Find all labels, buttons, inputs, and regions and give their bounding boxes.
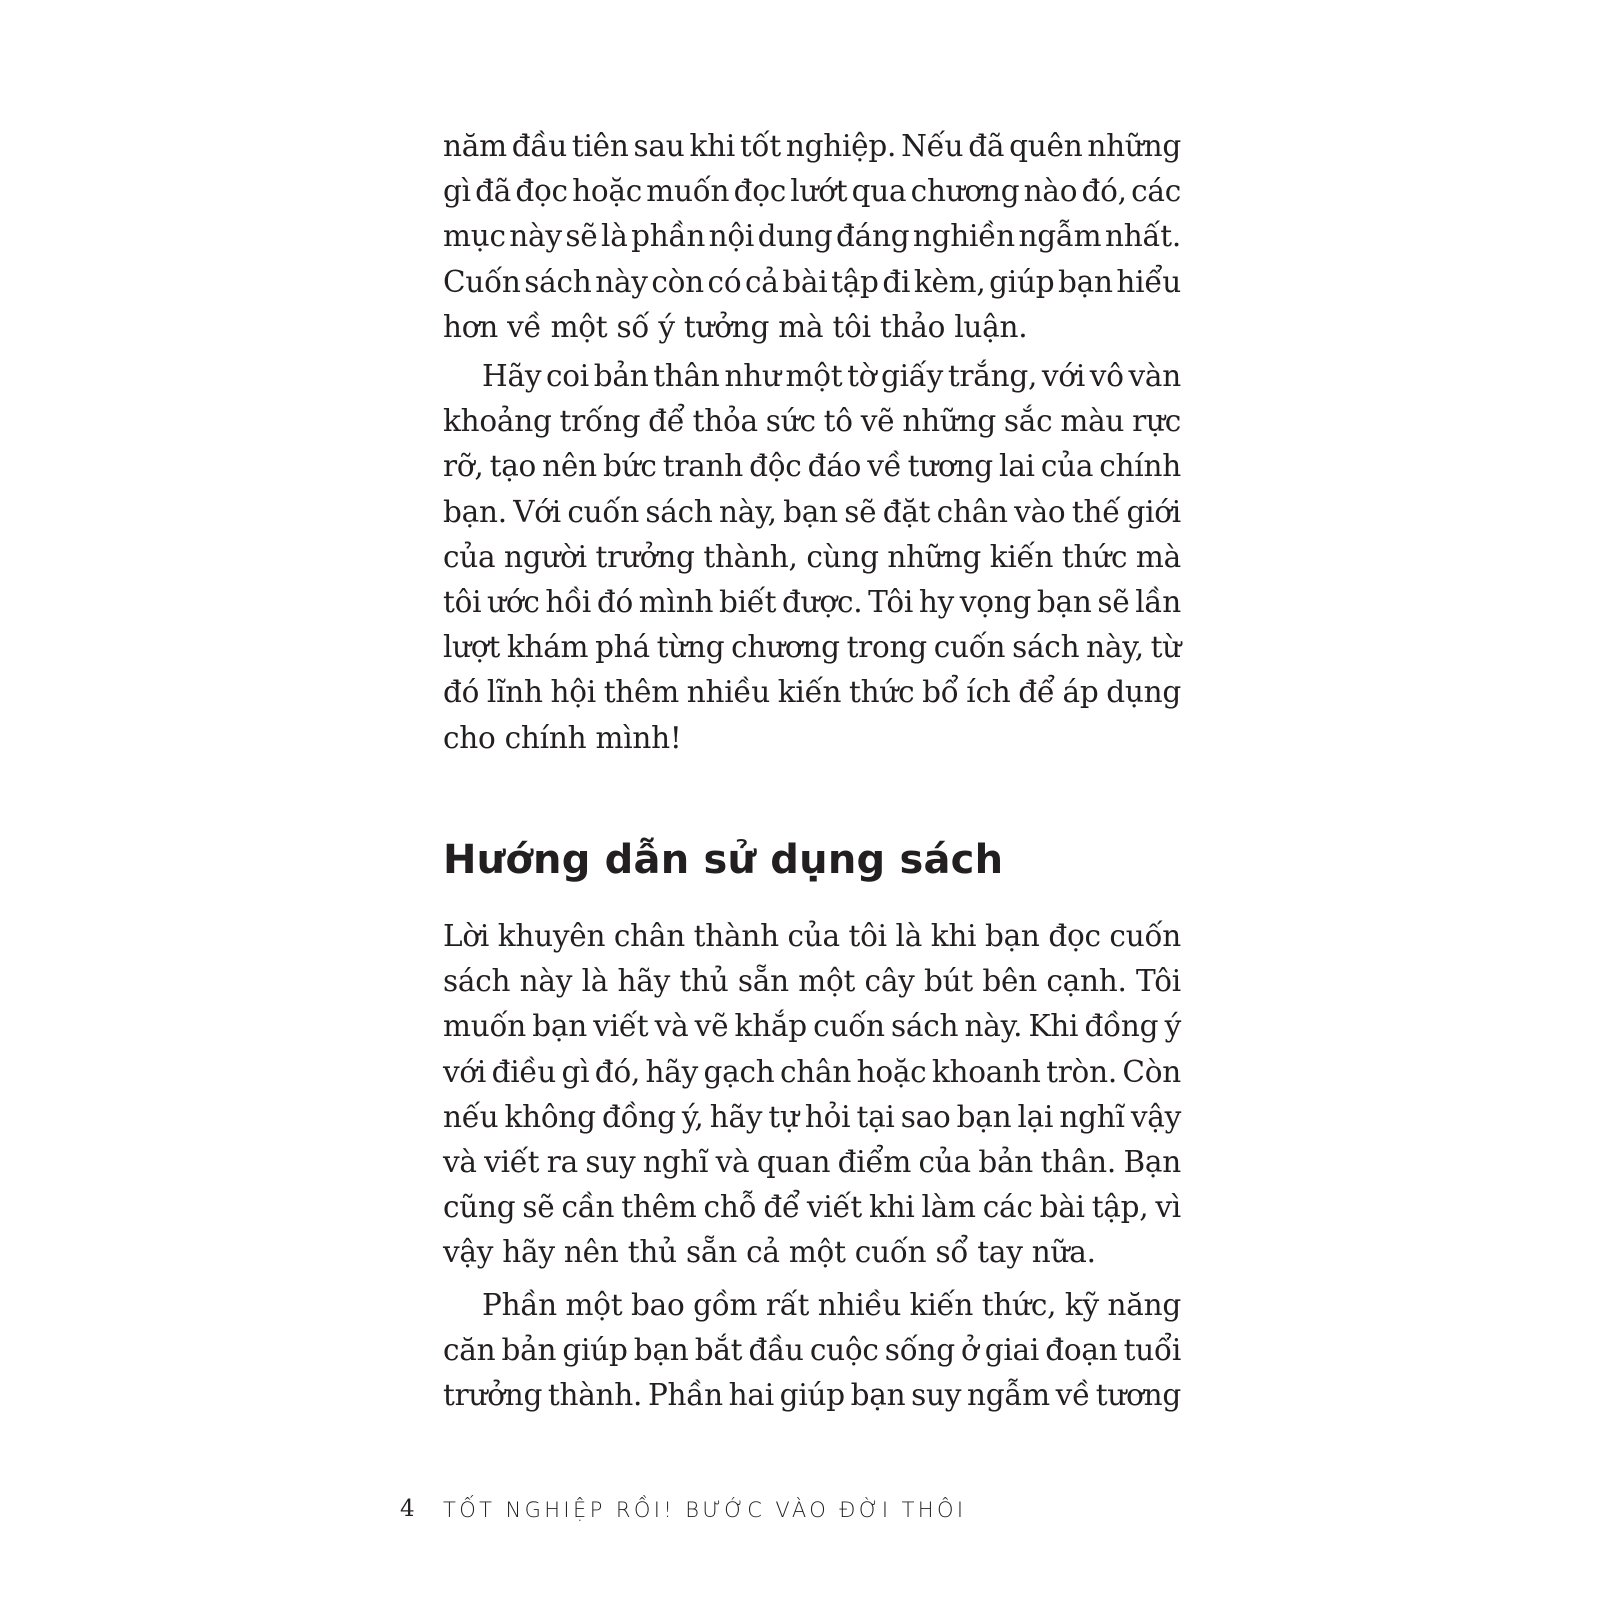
section-heading: Hướng dẫn sử dụng sách: [443, 837, 1004, 883]
paragraph-3: [443, 914, 1181, 1276]
text-line: đó lĩnh hội thêm nhiều kiến thức bổ ích để áp dụng: [443, 675, 1181, 710]
text-line: sách này là hãy thủ sẵn một cây bút bên cạnh. Tôi: [443, 964, 1181, 999]
text-line: hơn về một số ý tưởng mà tôi thảo luận.: [443, 309, 1028, 344]
text-line: cũng sẽ cần thêm chỗ để viết khi làm các bài tập, vì: [443, 1190, 1181, 1225]
text-line: Hãy coi bản thân như một tờ giấy trắng, với vô vàn: [482, 359, 1181, 393]
text-line: của người trưởng thành, cùng những kiến thức mà: [443, 539, 1181, 574]
running-title: TỐT NGHIỆP RỒI! BƯỚC VÀO ĐỜI THÔI: [443, 1498, 967, 1522]
text-line: khoảng trống để thỏa sức tô vẽ những sắc màu rực: [443, 404, 1181, 439]
text-line: Cuốn sách này còn có cả bài tập đi kèm, giúp bạn hiểu: [443, 264, 1181, 299]
text-line: rỡ, tạo nên bức tranh độc đáo về tương lai của chính: [443, 449, 1181, 484]
text-line: lượt khám phá từng chương trong cuốn sách này, từ: [443, 630, 1181, 665]
text-line: Phần một bao gồm rất nhiều kiến thức, kỹ năng: [482, 1288, 1181, 1322]
paragraph-4: [443, 1283, 1181, 1419]
text-line: Lời khuyên chân thành của tôi là khi bạn đọc cuốn: [443, 919, 1181, 953]
paragraph-2: [443, 354, 1181, 761]
text-line: nếu không đồng ý, hãy tự hỏi tại sao bạn lại nghĩ vậy: [443, 1099, 1181, 1134]
text-line: bạn. Với cuốn sách này, bạn sẽ đặt chân vào thế giới: [443, 494, 1181, 529]
text-line: muốn bạn viết và vẽ khắp cuốn sách này. Khi đồng ý: [443, 1009, 1181, 1044]
text-line: năm đầu tiên sau khi tốt nghiệp. Nếu đã quên những: [443, 129, 1181, 163]
text-line: tôi ước hồi đó mình biết được. Tôi hy vọng bạn sẽ lần: [443, 585, 1181, 620]
text-line: cho chính mình!: [443, 720, 682, 755]
text-line: gì đã đọc hoặc muốn đọc lướt qua chương nào đó, các: [443, 174, 1181, 209]
text-line: với điều gì đó, hãy gạch chân hoặc khoanh tròn. Còn: [443, 1054, 1181, 1089]
text-line: trưởng thành. Phần hai giúp bạn suy ngẫm về tương: [443, 1378, 1181, 1413]
page-number: 4: [400, 1496, 415, 1522]
paragraph-1: [443, 124, 1181, 350]
text-line: vậy hãy nên thủ sẵn cả một cuốn sổ tay nữa.: [443, 1235, 1096, 1270]
text-line: và viết ra suy nghĩ và quan điểm của bản thân. Bạn: [443, 1145, 1181, 1180]
text-line: căn bản giúp bạn bắt đầu cuộc sống ở giai đoạn tuổi: [443, 1333, 1181, 1368]
text-line: mục này sẽ là phần nội dung đáng nghiền ngẫm nhất.: [443, 219, 1181, 254]
